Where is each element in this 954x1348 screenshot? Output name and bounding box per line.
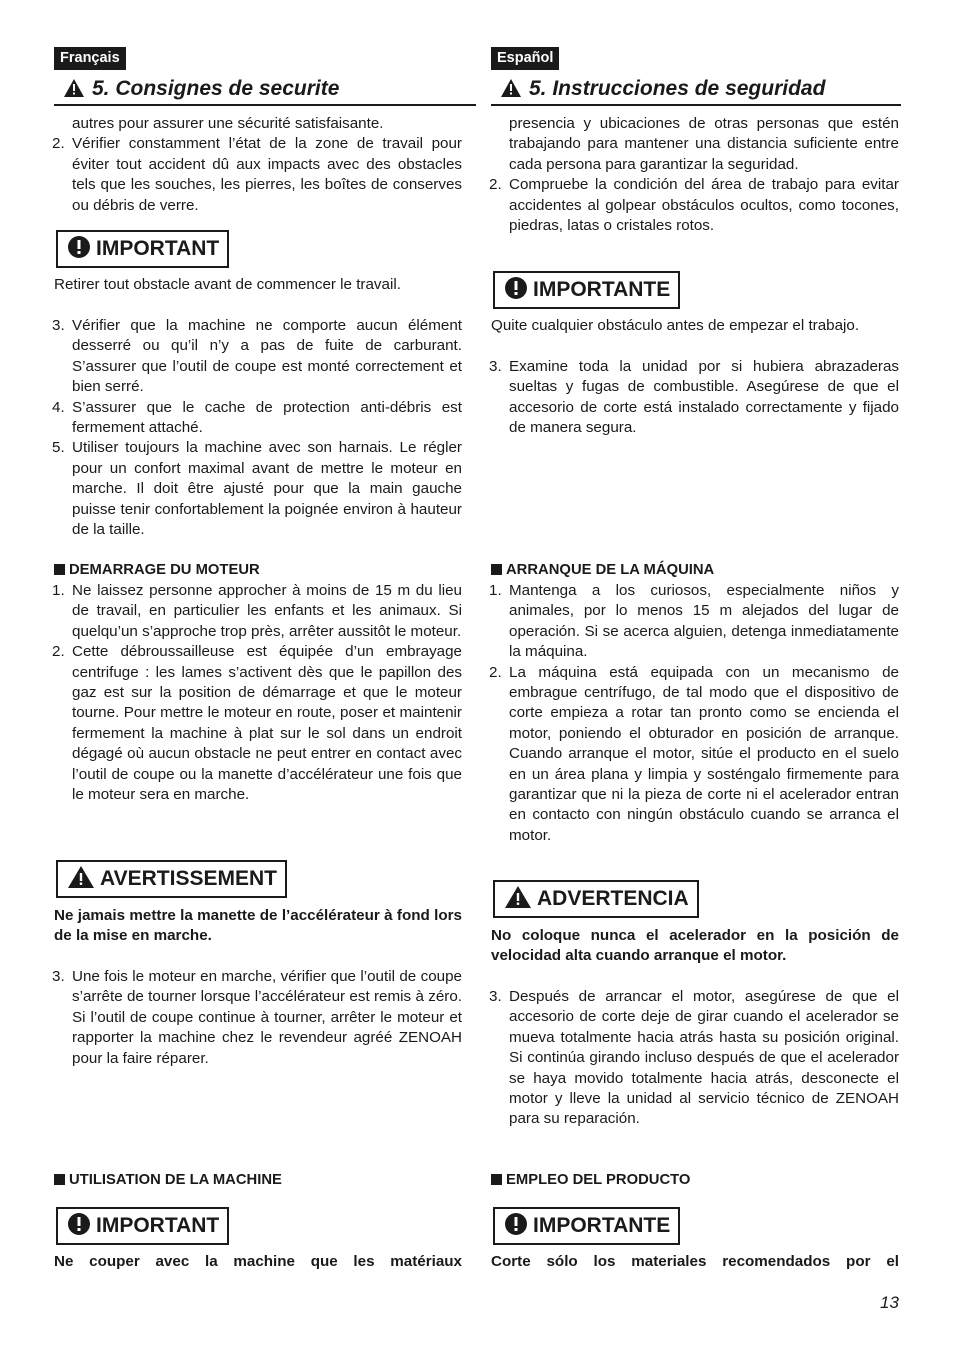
language-tab-french: Français xyxy=(54,47,126,70)
warning-box: ADVERTENCIA xyxy=(493,880,699,918)
important-text: Quite cualquier obstáculo antes de empezar el trabajo. xyxy=(491,317,860,334)
item-text: S’assurer que le cache de protection anti-débris est fermement attaché. xyxy=(72,398,462,437)
square-bullet-icon xyxy=(491,564,502,575)
item-text: Mantenga a los curiosos, especialmente niños y animales, por lo menos 15 m alejados del lugar de operación. Si se acerca alguien, detenga inmediatamente la máquina. xyxy=(509,582,899,661)
item-text: La máquina está equipada con un mecanismo de embrague centrífugo, de tal modo que el dispositivo de corte empieza a rotar tan pronto como se encienda el motor, poniendo el obturador en posición de arranque. Cuando arranque el motor, sitúe el producto en el suelo en un área plana y limpia y sosténgalo firmemente para garantizar que ni la pieza de corte ni el acelerador entran en contacto con ningún obstáculo cuando se arranca el motor. xyxy=(509,663,899,844)
square-bullet-icon xyxy=(54,1174,65,1185)
item-text: Vérifier constamment l’état de la zone de travail pour éviter tout accident dû aux impacts avec des obstacles tels que les souches, les pierres, les boîtes de conserves ou débris de verre. xyxy=(72,135,462,214)
exclamation-circle-icon xyxy=(505,277,527,303)
subsection-heading: ARRANQUE DE LA MÁQUINA xyxy=(491,560,714,580)
list-item xyxy=(54,581,462,642)
column-french xyxy=(54,0,464,1348)
item-text: Después de arrancar el motor, asegúrese de que el accesorio de corte deje de girar cuando el acelerador se mueva totalmente hacia atrás hasta su posición original. Si continúa girando incluso después de que el acelerador se haya movido totalmente hacia atrás, desconecte el motor y lleve la unidad al servicio técnico de ZENOAH para su reparación. xyxy=(509,988,899,1128)
warning-text: Ne jamais mettre la manette de l’accélérateur à fond lors de la mise en marche. xyxy=(54,907,462,945)
important-box: IMPORTANTE xyxy=(493,1207,680,1245)
section-title: 5. Consignes de securite xyxy=(64,76,339,104)
list-item xyxy=(54,316,462,398)
item-number: 2. xyxy=(489,176,502,194)
list-item xyxy=(491,987,899,1130)
item-number: 3. xyxy=(489,988,502,1005)
warning-triangle-icon xyxy=(64,78,84,104)
exclamation-circle-icon xyxy=(68,236,90,262)
list-item xyxy=(54,642,462,805)
list-item xyxy=(54,134,462,216)
item-number: 4. xyxy=(52,398,65,416)
list-item xyxy=(491,581,899,663)
subsection-heading: EMPLEO DEL PRODUCTO xyxy=(491,1170,690,1190)
column-spanish xyxy=(491,0,901,1348)
exclamation-circle-icon xyxy=(68,1213,90,1239)
item-text: Vérifier que la machine ne comporte aucun élément desserré ou qu’il n’y a pas de fuite de carburant. S’assurer que l’outil de coupe est monté correctement et bien serré. xyxy=(72,317,462,396)
subsection-heading: DEMARRAGE DU MOTEUR xyxy=(54,560,260,580)
item-number: 1. xyxy=(52,582,65,599)
warning-triangle-icon xyxy=(505,886,531,912)
square-bullet-icon xyxy=(491,1174,502,1185)
important-text: Corte sólo los materiales recomendados por el xyxy=(491,1253,899,1270)
item-number: 3. xyxy=(489,358,502,375)
start-list xyxy=(54,581,462,805)
warning-triangle-icon xyxy=(68,866,94,892)
warning-box: AVERTISSEMENT xyxy=(56,860,287,898)
list-item xyxy=(54,398,462,439)
subsection-heading: UTILISATION DE LA MACHINE xyxy=(54,1170,282,1190)
list-item xyxy=(491,175,899,236)
item-number: 3. xyxy=(52,968,65,985)
checks-list xyxy=(54,316,462,540)
top-text: presencia y ubicaciones de otras personas que estén trabajando para mantener una distancia suficiente entre cada persona para garantizar la seguridad. 2. Compruebe la condición del área de trabajo para evitar accidentes al golpear obstáculos ocultos, como tocones, piedras, latas o cristales rotos. xyxy=(491,114,899,236)
square-bullet-icon xyxy=(54,564,65,575)
warning-triangle-icon xyxy=(501,78,521,104)
title-rule xyxy=(491,104,901,106)
important-box: IMPORTANT xyxy=(56,1207,229,1245)
item-number: 3. xyxy=(52,317,65,334)
list-item xyxy=(491,663,899,847)
after-start-list xyxy=(491,987,899,1130)
after-start-list xyxy=(54,967,462,1069)
page-number: 13 xyxy=(880,1293,899,1312)
item-number: 2. xyxy=(52,643,65,661)
item-number: 1. xyxy=(489,582,502,599)
section-title: 5. Instrucciones de seguridad xyxy=(501,76,825,104)
item-text: Examine toda la unidad por si hubiera abrazaderas sueltas y fugas de combustible. Asegúrese de que el accesorio de corte está instalado correctamente y fijado de manera segura. xyxy=(509,358,899,437)
start-list xyxy=(491,581,899,846)
checks-list xyxy=(491,357,899,439)
item-number: 5. xyxy=(52,439,65,457)
item-text: Ne laissez personne approcher à moins de 15 m du lieu de travail, en particulier les enfants et les animaux. Si quelqu’un s’approche trop près, arrêter aussitôt le moteur. xyxy=(72,582,462,640)
exclamation-circle-icon xyxy=(505,1213,527,1239)
important-box: IMPORTANTE xyxy=(493,271,680,309)
list-item xyxy=(54,967,462,1069)
item-number: 2. xyxy=(489,663,502,681)
top-text: autres pour assurer une sécurité satisfaisante. 2. Vérifier constamment l’état de la zone de travail pour éviter tout accident dû aux impacts avec des obstacles tels que les souches, les pierres, les boîtes de conserves ou débris de verre. xyxy=(54,114,462,216)
item-text: Utiliser toujours la machine avec son harnais. Le régler pour un confort maximal avant de mettre le moteur en marche. Il doit être ajusté pour que la main gauche puisse tenir confortablement la poignée environ à hauteur de la taille. xyxy=(72,439,462,539)
item-text: Compruebe la condición del área de trabajo para evitar accidentes al golpear obstáculos ocultos, como tocones, piedras, latas o cristales rotos. xyxy=(509,176,899,235)
important-text: Ne couper avec la machine que les matériaux xyxy=(54,1253,462,1270)
important-box: IMPORTANT xyxy=(56,230,229,268)
language-tab-spanish: Español xyxy=(491,47,559,70)
item-number: 2. xyxy=(52,135,65,153)
list-item xyxy=(54,438,462,540)
item-text: Une fois le moteur en marche, vérifier que l’outil de coupe s’arrête de tourner lorsque l’accélérateur est remis à zéro. Si l’outil de coupe continue à tourner, arrêter le moteur et rapporter la machine chez le revendeur agréé ZENOAH pour la faire réparer. xyxy=(72,968,462,1067)
title-rule xyxy=(54,104,476,106)
important-text: Retirer tout obstacle avant de commencer le travail. xyxy=(54,276,401,293)
list-item xyxy=(491,357,899,439)
item-text: Cette débroussailleuse est équipée d’un embrayage centrifuge : les lames s’activent dès que le papillon des gaz est sur la position de démarrage et que le moteur tourne. Pour mettre le moteur en route, poser et maintenir fermement la machine à plat sur le sol dans un endroit dégagé où aucun obstacle ne peut entrer en contact avec l’outil de coupe ou la manette d’accélérateur une fois que le moteur sera en marche. xyxy=(72,643,462,804)
warning-text: No coloque nunca el acelerador en la posición de velocidad alta cuando arranque el motor. xyxy=(491,927,899,965)
